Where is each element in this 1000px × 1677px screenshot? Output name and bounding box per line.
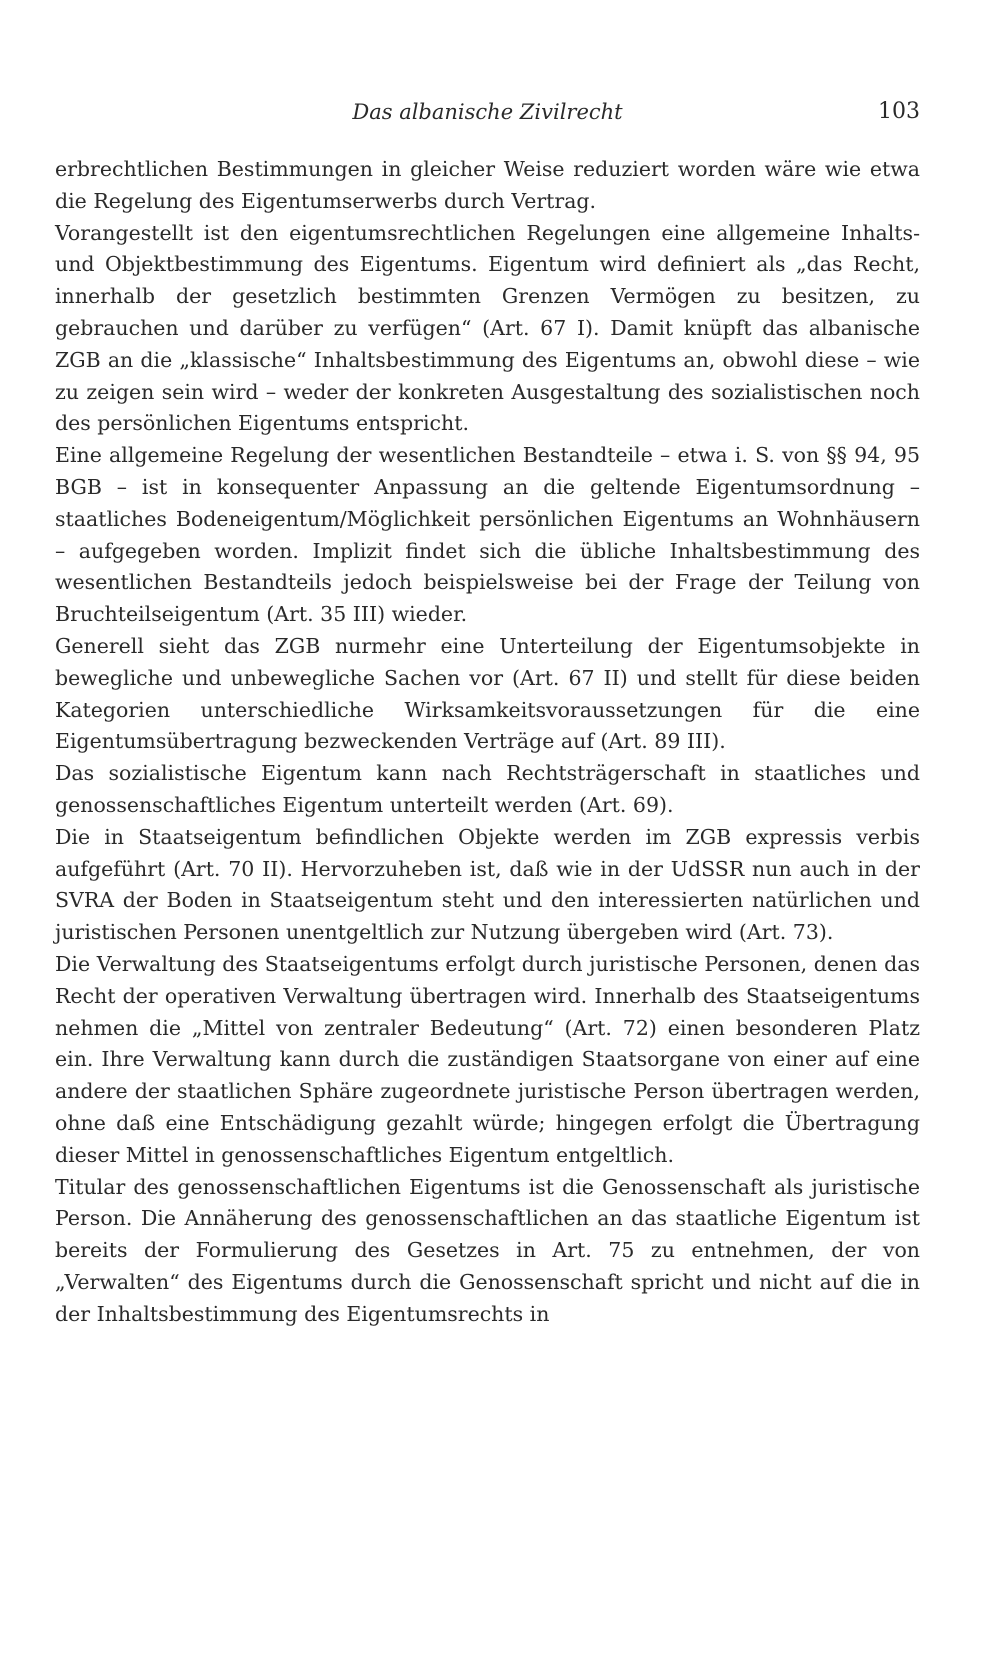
running-title: Das albanische Zivilrecht: [352, 100, 623, 124]
paragraph-5: Das sozialistische Eigentum kann nach Rechtsträgerschaft in staatliches und genossenschaftliches Eigentum unterteilt werden (Art. 69).: [55, 761, 920, 817]
paragraph-6: Die in Staatseigentum befindlichen Objekte werden im ZGB expressis verbis aufgeführt (Art. 70 II). Hervorzuheben ist, daß wie in der UdSSR nun auch in der SVRA der Boden in Staatseigentum steht und den interessierten natürlichen und juristischen Personen unentgeltlich zur Nutzung übergeben wird (Art. 73).: [55, 824, 920, 945]
body-text: [55, 154, 920, 1330]
paragraph-8: Titular des genossenschaftlichen Eigentums ist die Genossenschaft als juristische Person. Die Annäherung des genossenschaftlichen an das staatliche Eigentum ist bereits der Formulierung des Gesetzes in Art. 75 zu entnehmen, der von „Verwalten“ des Eigentums durch die Genossenschaft spricht und nicht auf die in der Inhaltsbestimmung des Eigentumsrechts in: [55, 1174, 920, 1326]
paragraph-3: Eine allgemeine Regelung der wesentlichen Bestandteile – etwa i. S. von §§ 94, 95 BGB – ist in konsequenter Anpassung an die geltende Eigentumsordnung – staatliches Bodeneigentum/Möglichkeit persönlichen Eigentums an Wohnhäusern – aufgegeben worden. Implizit findet sich die übliche Inhaltsbestimmung des wesentlichen Bestandteils jedoch beispielsweise bei der Frage der Teilung von Bruchteilseigentum (Art. 35 III) wieder.: [55, 443, 920, 627]
page-number: 103: [878, 99, 920, 124]
paragraph-1: erbrechtlichen Bestimmungen in gleicher Weise reduziert worden wäre wie etwa die Regelung des Eigentumserwerbs durch Vertrag.: [55, 157, 920, 213]
running-head: [55, 94, 920, 130]
paragraph-2: Vorangestellt ist den eigentumsrechtlichen Regelungen eine allgemeine Inhalts- und Objektbestimmung des Eigentums. Eigentum wird definiert als „das Recht, innerhalb der gesetzlich bestimmten Grenzen Vermögen zu besitzen, zu gebrauchen und darüber zu verfügen“ (Art. 67 I). Damit knüpft das albanische ZGB an die „klassische“ Inhaltsbestimmung des Eigentums an, obwohl diese – wie zu zeigen sein wird – weder der konkreten Ausgestaltung des sozialistischen noch des persönlichen Eigentums entspricht.: [55, 220, 920, 436]
paragraph-4: Generell sieht das ZGB nurmehr eine Unterteilung der Eigentumsobjekte in bewegliche und unbewegliche Sachen vor (Art. 67 II) und stellt für diese beiden Kategorien unterschiedliche Wirksamkeitsvoraussetzungen für die eine Eigentumsübertragung bezweckenden Verträge auf (Art. 89 III).: [55, 633, 920, 754]
paragraph-7: Die Verwaltung des Staatseigentums erfolgt durch juristische Personen, denen das Recht der operativen Verwaltung übertragen wird. Innerhalb des Staatseigentums nehmen die „Mittel von zentraler Bedeutung“ (Art. 72) einen besonderen Platz ein. Ihre Verwaltung kann durch die zuständigen Staatsorgane von einer auf eine andere der staatlichen Sphäre zugeordnete juristische Person übertragen werden, ohne daß eine Entschädigung gezahlt würde; hingegen erfolgt die Übertragung dieser Mittel in genossenschaftliches Eigentum entgeltlich.: [55, 951, 920, 1167]
